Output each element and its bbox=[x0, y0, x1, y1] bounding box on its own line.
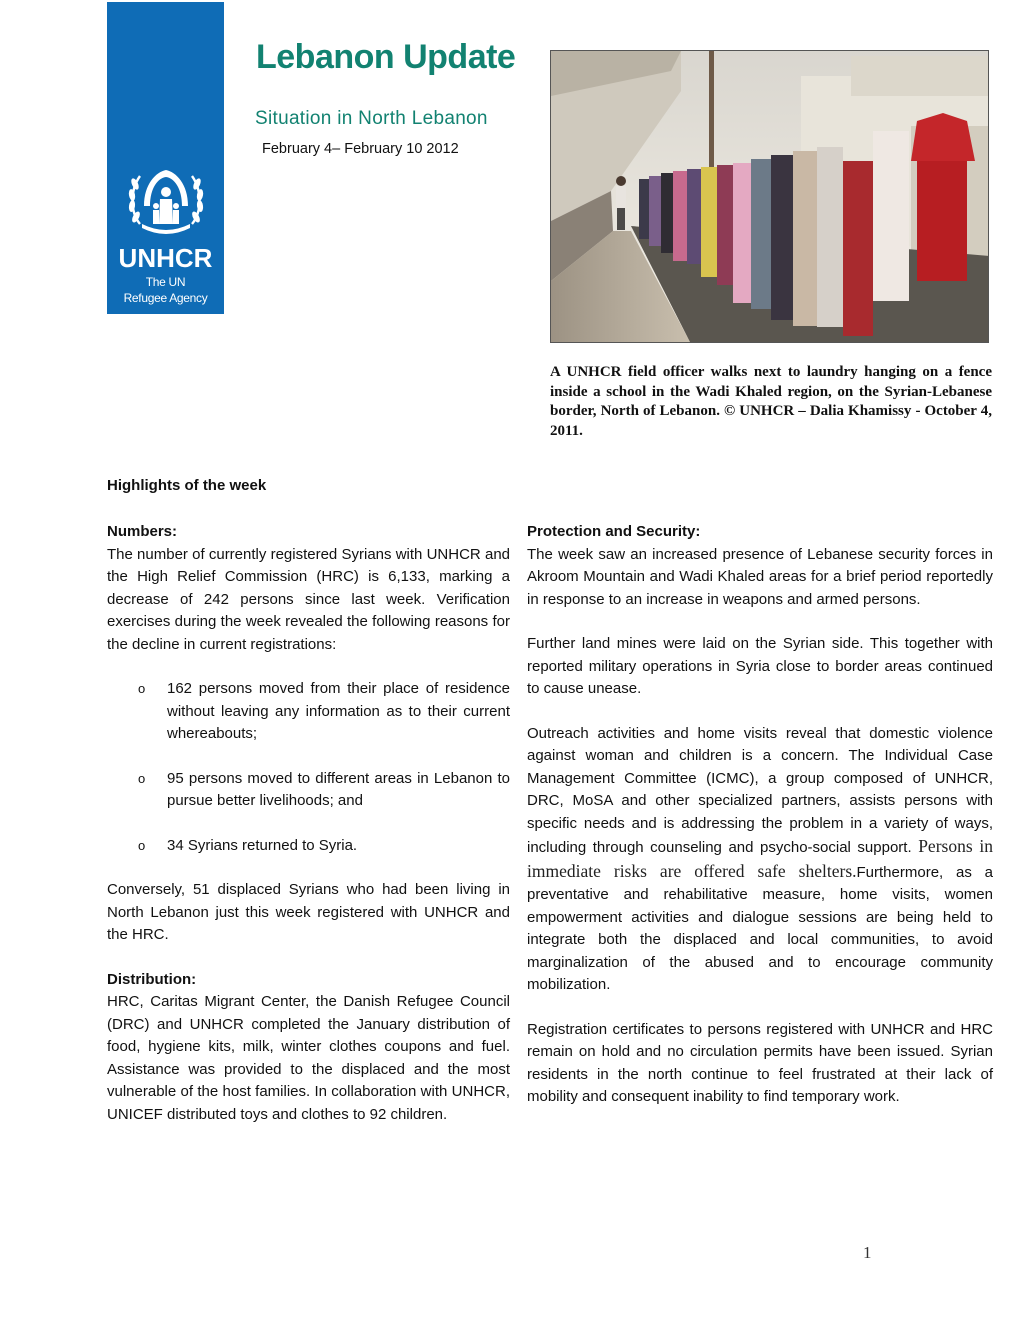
list-item-text: 95 persons moved to different areas in Lebanon to pursue better livelihoods; and bbox=[167, 769, 510, 809]
photo-caption: A UNHCR field officer walks next to laundry hanging on a fence inside a school in the Wadi Khaled region, on the Syrian-Lebanese border, North of Lebanon. © UNHCR – Dalia Khamissy - October 4, 2011. bbox=[550, 364, 992, 439]
outreach-text-part1: Outreach activities and home visits reveal that domestic violence against woman and children is a concern. The Individual Case Management Committee (ICMC), a group composed of UNHCR, DRC, MoSA and other specialized partners, assists persons with specific needs and is addressing the problem in a variety of ways, including through counseling and psycho-social support. bbox=[527, 724, 993, 856]
protection-paragraph: The week saw an increased presence of Lebanese security forces in Akroom Mountain and Wadi Khaled areas for a brief period reportedly in response to an increase in weapons and armed persons. bbox=[527, 545, 993, 608]
unhcr-logo bbox=[107, 2, 224, 314]
list-item-text: 162 persons moved from their place of residence without leaving any information as to their current whereabouts; bbox=[167, 680, 510, 742]
numbers-paragraph: The number of currently registered Syrians with UNHCR and the High Relief Commission (HRC) is 6,133, marking a decrease of 242 persons since last week. Verification exercises during the week revealed the following reasons for the decline in current registrations: bbox=[107, 545, 510, 653]
page-subtitle: Situation in North Lebanon bbox=[255, 108, 488, 129]
outreach-paragraph bbox=[527, 723, 993, 997]
logo-wordmark: UNHCR bbox=[118, 243, 213, 273]
logo-tagline-line1: The UN bbox=[145, 275, 186, 289]
right-column bbox=[527, 521, 993, 1131]
decline-reasons-list bbox=[107, 678, 510, 857]
unhcr-emblem-icon bbox=[126, 162, 206, 242]
bullet-icon: o bbox=[138, 770, 146, 786]
landmines-paragraph: Further land mines were laid on the Syrian side. This together with reported military operations in Syria close to border areas continued to cause unease. bbox=[527, 635, 993, 697]
registration-paragraph: Registration certificates to persons registered with UNHCR and HRC remain on hold and no circulation permits have been issued. Syrian residents in the north continue to feel frustrated at their lack of mobility and consequent inability to find temporary work. bbox=[527, 1020, 993, 1105]
page-number: 1 bbox=[863, 1243, 872, 1262]
list-item bbox=[107, 835, 510, 858]
laundry-photo bbox=[550, 50, 989, 343]
left-column bbox=[107, 521, 510, 1148]
date-range: February 4– February 10 2012 bbox=[262, 141, 459, 157]
bullet-icon: o bbox=[138, 837, 146, 853]
list-item-text: 34 Syrians returned to Syria. bbox=[167, 836, 358, 854]
distribution-paragraph: HRC, Caritas Migrant Center, the Danish Refugee Council (DRC) and UNHCR completed the January distribution of food, hygiene kits, milk, winter clothes coupons and fuel. Assistance was provided to the displaced and the most vulnerable of the host families. In collaboration with UNHCR, UNICEF distributed toys and clothes to 92 children. bbox=[107, 993, 510, 1123]
outreach-text-part2: Persons in immediate risks are offered safe shelters. bbox=[527, 836, 994, 881]
logo-tagline-line2: Refugee Agency bbox=[123, 291, 208, 305]
numbers-heading: Numbers: bbox=[107, 523, 178, 540]
list-item bbox=[107, 768, 510, 813]
page-title: Lebanon Update bbox=[256, 38, 516, 76]
protection-heading: Protection and Security: bbox=[527, 523, 701, 540]
highlights-heading: Highlights of the week bbox=[107, 477, 267, 494]
distribution-heading: Distribution: bbox=[107, 970, 197, 988]
outreach-text-part3: Furthermore, as a preventative and rehabilitative measure, home visits, women empowerment activities and dialogue sessions are being held to integrate both the displaced and local communities, to avoid marginalization of the abused and to encourage community mobilization. bbox=[527, 863, 993, 993]
bullet-icon: o bbox=[138, 681, 146, 696]
conversely-paragraph: Conversely, 51 displaced Syrians who had been living in North Lebanon just this week registered with UNHCR and the HRC. bbox=[107, 881, 510, 943]
list-item bbox=[107, 678, 510, 746]
